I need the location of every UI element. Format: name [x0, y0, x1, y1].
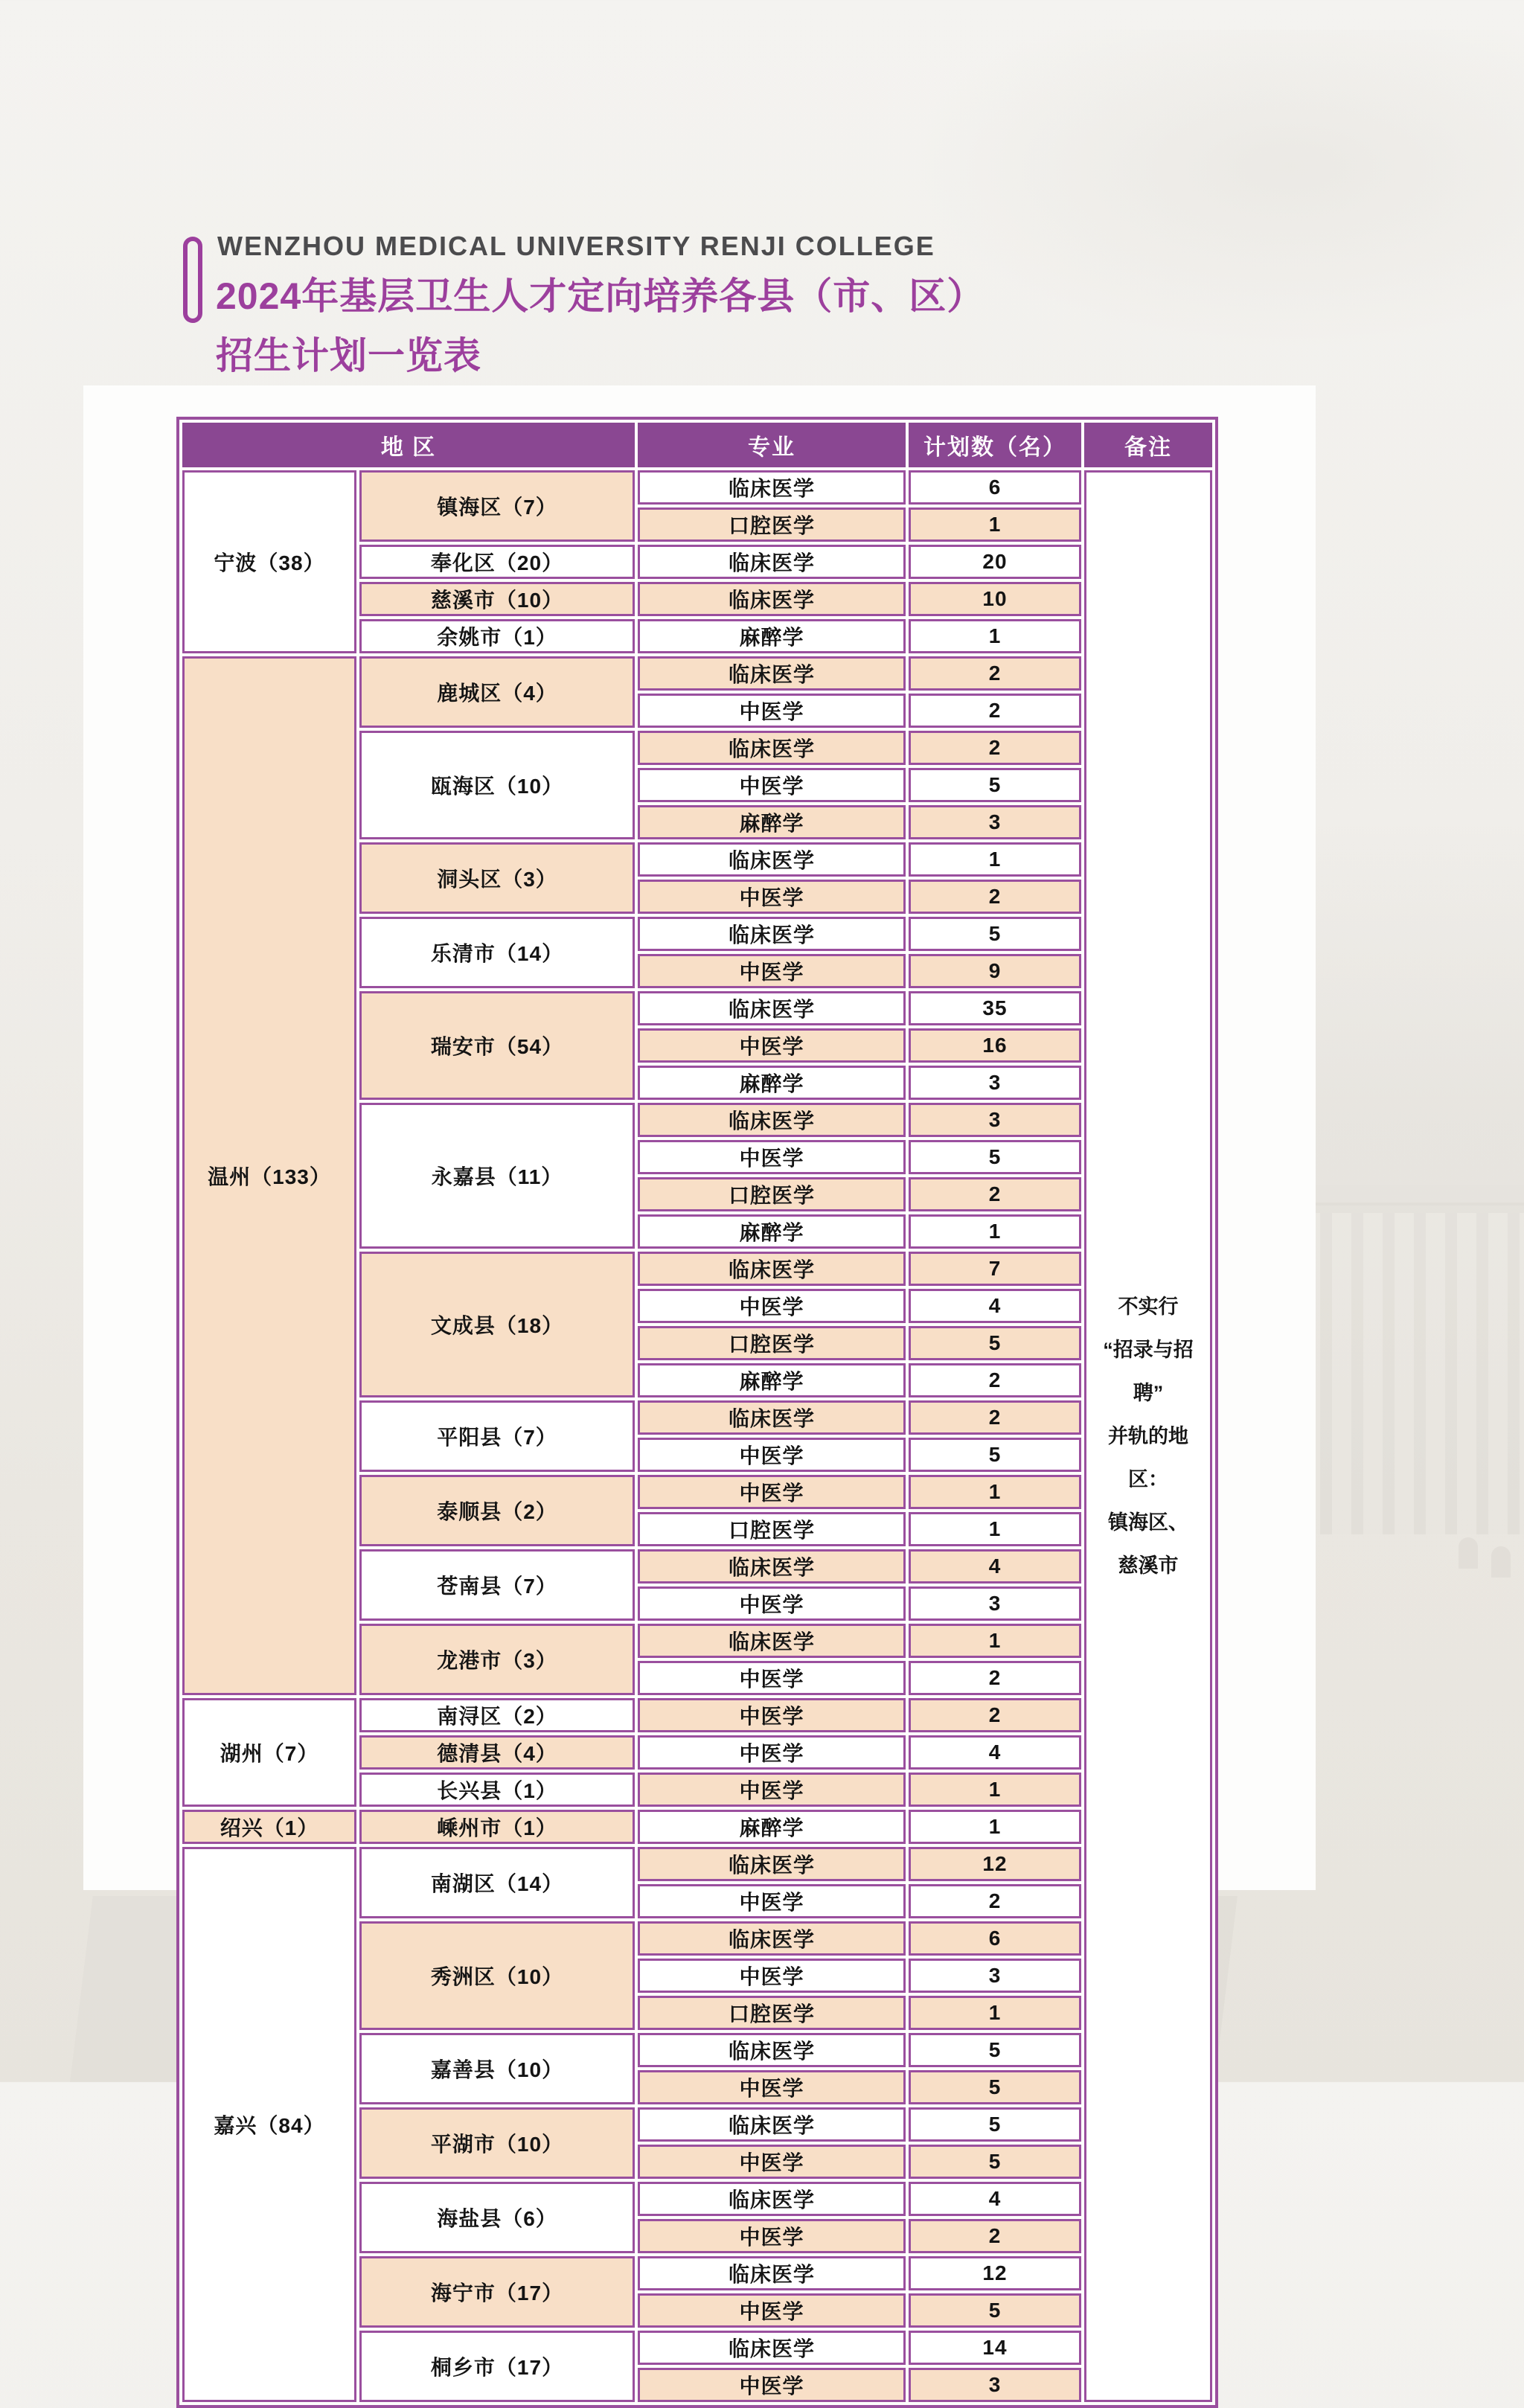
count-cell: 5 — [909, 768, 1081, 802]
major-cell: 临床医学 — [638, 582, 906, 616]
major-cell: 中医学 — [638, 1140, 906, 1174]
county-cell: 秀洲区（10） — [359, 1921, 635, 2030]
count-cell: 3 — [909, 1586, 1081, 1621]
header-region: 地 区 — [182, 423, 635, 467]
count-cell: 2 — [909, 1400, 1081, 1435]
county-cell: 余姚市（1） — [359, 619, 635, 653]
major-cell: 麻醉学 — [638, 805, 906, 839]
remark-cell — [1084, 470, 1212, 2402]
county-cell: 瓯海区（10） — [359, 731, 635, 839]
count-cell: 20 — [909, 545, 1081, 579]
count-cell: 2 — [909, 1177, 1081, 1211]
major-cell: 麻醉学 — [638, 1066, 906, 1100]
count-cell: 16 — [909, 1028, 1081, 1063]
count-cell: 3 — [909, 805, 1081, 839]
city-cell: 宁波（38） — [182, 470, 356, 653]
major-cell: 临床医学 — [638, 991, 906, 1025]
count-cell: 2 — [909, 656, 1081, 691]
major-cell: 临床医学 — [638, 2331, 906, 2365]
major-cell: 中医学 — [638, 954, 906, 988]
count-cell: 14 — [909, 2331, 1081, 2365]
major-cell: 口腔医学 — [638, 507, 906, 542]
count-cell: 3 — [909, 1959, 1081, 1993]
county-cell: 乐清市（14） — [359, 917, 635, 988]
major-cell: 临床医学 — [638, 470, 906, 505]
major-cell: 麻醉学 — [638, 1810, 906, 1844]
county-cell: 文成县（18） — [359, 1252, 635, 1397]
remark-line: 不实行 — [1118, 1295, 1179, 1318]
county-cell: 镇海区（7） — [359, 470, 635, 542]
remark-line: 慈溪市 — [1118, 1554, 1179, 1578]
major-cell: 中医学 — [638, 2145, 906, 2179]
major-cell: 中医学 — [638, 768, 906, 802]
major-cell: 麻醉学 — [638, 619, 906, 653]
major-cell: 中医学 — [638, 1586, 906, 1621]
count-cell: 2 — [909, 694, 1081, 728]
count-cell: 1 — [909, 1624, 1081, 1658]
county-cell: 长兴县（1） — [359, 1773, 635, 1807]
county-cell: 南浔区（2） — [359, 1698, 635, 1732]
county-cell: 鹿城区（4） — [359, 656, 635, 728]
county-cell: 泰顺县（2） — [359, 1475, 635, 1546]
county-cell: 洞头区（3） — [359, 842, 635, 914]
count-cell: 9 — [909, 954, 1081, 988]
count-cell: 1 — [909, 1475, 1081, 1509]
faded-dome-tower-icon — [1491, 1546, 1511, 1578]
major-cell: 中医学 — [638, 1698, 906, 1732]
major-cell: 中医学 — [638, 1773, 906, 1807]
count-cell: 3 — [909, 1103, 1081, 1137]
count-cell: 1 — [909, 1996, 1081, 2030]
capsule-accent-icon — [183, 237, 202, 323]
count-cell: 3 — [909, 2368, 1081, 2402]
faded-campus-photo-right-strip — [1299, 804, 1524, 1205]
header-major: 专业 — [638, 423, 906, 467]
count-cell: 4 — [909, 1735, 1081, 1770]
count-cell: 2 — [909, 1698, 1081, 1732]
count-cell: 5 — [909, 1326, 1081, 1360]
major-cell: 口腔医学 — [638, 1512, 906, 1546]
table-row — [182, 1847, 1212, 1881]
county-cell: 奉化区（20） — [359, 545, 635, 579]
major-cell: 中医学 — [638, 1028, 906, 1063]
major-cell: 中医学 — [638, 1475, 906, 1509]
count-cell: 4 — [909, 2182, 1081, 2216]
english-title: WENZHOU MEDICAL UNIVERSITY RENJI COLLEGE — [217, 231, 935, 261]
remark-line: 并轨的地区： — [1108, 1424, 1188, 1491]
remark-line: “招录与招聘” — [1103, 1338, 1194, 1404]
count-cell: 12 — [909, 1847, 1081, 1881]
major-cell: 临床医学 — [638, 545, 906, 579]
major-cell: 中医学 — [638, 2293, 906, 2328]
major-cell: 中医学 — [638, 1289, 906, 1323]
major-cell: 临床医学 — [638, 2182, 906, 2216]
count-cell: 10 — [909, 582, 1081, 616]
major-cell: 临床医学 — [638, 1103, 906, 1137]
major-cell: 麻醉学 — [638, 1214, 906, 1249]
major-cell: 中医学 — [638, 1661, 906, 1695]
major-cell: 临床医学 — [638, 2256, 906, 2290]
county-cell: 慈溪市（10） — [359, 582, 635, 616]
count-cell: 3 — [909, 1066, 1081, 1100]
county-cell: 瑞安市（54） — [359, 991, 635, 1100]
count-cell: 1 — [909, 619, 1081, 653]
header-remark: 备注 — [1084, 423, 1212, 467]
faded-dome-tower-icon — [1459, 1537, 1478, 1569]
major-cell: 麻醉学 — [638, 1363, 906, 1397]
count-cell: 1 — [909, 1810, 1081, 1844]
major-cell: 中医学 — [638, 2368, 906, 2402]
county-cell: 嘉善县（10） — [359, 2033, 635, 2104]
count-cell: 7 — [909, 1252, 1081, 1286]
major-cell: 中医学 — [638, 694, 906, 728]
major-cell: 中医学 — [638, 880, 906, 914]
major-cell: 临床医学 — [638, 1549, 906, 1584]
count-cell: 1 — [909, 1773, 1081, 1807]
county-cell: 德清县（4） — [359, 1735, 635, 1770]
county-cell: 苍南县（7） — [359, 1549, 635, 1621]
header-plan-count: 计划数（名） — [909, 423, 1081, 467]
count-cell: 12 — [909, 2256, 1081, 2290]
count-cell: 1 — [909, 842, 1081, 877]
count-cell: 2 — [909, 880, 1081, 914]
remark-line: 镇海区、 — [1108, 1511, 1188, 1534]
count-cell: 1 — [909, 1214, 1081, 1249]
major-cell: 临床医学 — [638, 656, 906, 691]
enrollment-plan-table — [176, 417, 1218, 2408]
major-cell: 临床医学 — [638, 731, 906, 765]
major-cell: 临床医学 — [638, 842, 906, 877]
count-cell: 5 — [909, 1140, 1081, 1174]
county-cell: 嵊州市（1） — [359, 1810, 635, 1844]
count-cell: 5 — [909, 2070, 1081, 2104]
count-cell: 2 — [909, 2219, 1081, 2253]
major-cell: 临床医学 — [638, 1847, 906, 1881]
count-cell: 1 — [909, 507, 1081, 542]
table-row — [182, 470, 1212, 505]
city-cell: 绍兴（1） — [182, 1810, 356, 1844]
count-cell: 5 — [909, 2107, 1081, 2142]
chinese-title-line1: 2024年基层卫生人才定向培养各县（市、区） — [216, 275, 985, 317]
count-cell: 2 — [909, 1884, 1081, 1918]
county-cell: 海宁市（17） — [359, 2256, 635, 2328]
count-cell: 6 — [909, 470, 1081, 505]
major-cell: 中医学 — [638, 1959, 906, 1993]
major-cell: 中医学 — [638, 1884, 906, 1918]
major-cell: 口腔医学 — [638, 1996, 906, 2030]
count-cell: 4 — [909, 1549, 1081, 1584]
city-cell: 嘉兴（84） — [182, 1847, 356, 2402]
county-cell: 平湖市（10） — [359, 2107, 635, 2179]
count-cell: 5 — [909, 917, 1081, 951]
county-cell: 龙港市（3） — [359, 1624, 635, 1695]
major-cell: 口腔医学 — [638, 1177, 906, 1211]
count-cell: 5 — [909, 2145, 1081, 2179]
major-cell: 临床医学 — [638, 1921, 906, 1956]
count-cell: 2 — [909, 731, 1081, 765]
major-cell: 临床医学 — [638, 1624, 906, 1658]
count-cell: 2 — [909, 1661, 1081, 1695]
table-header-row — [182, 423, 1212, 467]
county-cell: 海盐县（6） — [359, 2182, 635, 2253]
major-cell: 中医学 — [638, 2219, 906, 2253]
city-cell: 湖州（7） — [182, 1698, 356, 1807]
count-cell: 2 — [909, 1363, 1081, 1397]
faded-cloud-texture — [856, 30, 1524, 372]
count-cell: 5 — [909, 2033, 1081, 2067]
count-cell: 1 — [909, 1512, 1081, 1546]
major-cell: 临床医学 — [638, 1400, 906, 1435]
county-cell: 桐乡市（17） — [359, 2331, 635, 2402]
count-cell: 5 — [909, 1438, 1081, 1472]
county-cell: 南湖区（14） — [359, 1847, 635, 1918]
count-cell: 5 — [909, 2293, 1081, 2328]
major-cell: 临床医学 — [638, 2107, 906, 2142]
chinese-title-line2: 招生计划一览表 — [216, 335, 481, 377]
table-row — [182, 1810, 1212, 1844]
major-cell: 中医学 — [638, 1438, 906, 1472]
table-row — [182, 1698, 1212, 1732]
major-cell: 口腔医学 — [638, 1326, 906, 1360]
plan-table-body — [182, 470, 1212, 2402]
major-cell: 临床医学 — [638, 917, 906, 951]
major-cell: 中医学 — [638, 1735, 906, 1770]
count-cell: 4 — [909, 1289, 1081, 1323]
major-cell: 中医学 — [638, 2070, 906, 2104]
count-cell: 35 — [909, 991, 1081, 1025]
city-cell: 温州（133） — [182, 656, 356, 1695]
table-row — [182, 656, 1212, 691]
count-cell: 6 — [909, 1921, 1081, 1956]
county-cell: 平阳县（7） — [359, 1400, 635, 1472]
major-cell: 临床医学 — [638, 1252, 906, 1286]
major-cell: 临床医学 — [638, 2033, 906, 2067]
county-cell: 永嘉县（11） — [359, 1103, 635, 1249]
